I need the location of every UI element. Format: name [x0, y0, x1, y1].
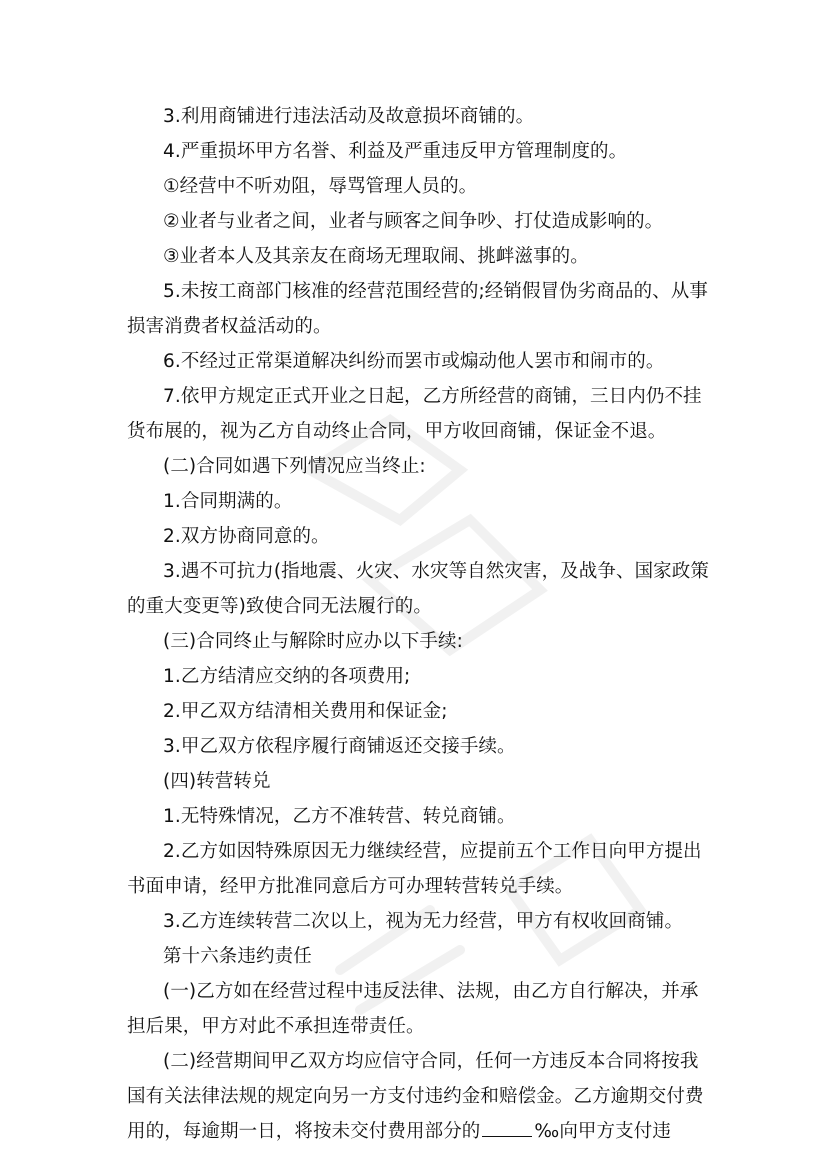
paragraph: ②业者与业者之间，业者与顾客之间争吵、打仗造成影响的。 — [163, 211, 664, 232]
fill-in-blank — [482, 1116, 532, 1137]
paragraph: (一)乙方如在经营过程中违反法律、法规，由乙方自行解决，并承担后果，甲方对此不承担连带责任。 — [127, 981, 699, 1037]
paragraph: 2.甲乙双方结清相关费用和保证金; — [163, 701, 448, 722]
paragraph: (四)转营转兑 — [163, 771, 271, 792]
paragraph: ③业者本人及其亲友在商场无理取闹、挑衅滋事的。 — [163, 246, 589, 267]
paragraph: 3.甲乙双方依程序履行商铺返还交接手续。 — [163, 736, 516, 757]
paragraph: 2.乙方如因特殊原因无力继续经营，应提前五个工作日向甲方提出书面申请，经甲方批准同意后方可办理转营转兑手续。 — [127, 841, 702, 897]
paragraph-with-blank — [127, 1044, 713, 1149]
paragraph: 5.未按工商部门核准的经营范围经营的;经销假冒伪劣商品的、从事损害消费者权益活动的。 — [127, 281, 708, 337]
paragraph: 1.乙方结清应交纳的各项费用; — [163, 666, 411, 687]
paragraph: ①经营中不听劝阻，辱骂管理人员的。 — [163, 176, 478, 197]
paragraph: 1.合同期满的。 — [163, 491, 293, 512]
paragraph: 1.无特殊情况，乙方不准转营、转兑商铺。 — [163, 806, 516, 827]
paragraph-tail: ‰向甲方支付违 — [534, 1121, 671, 1142]
paragraph: 3.乙方连续转营二次以上，视为无力经营，甲方有权收回商铺。 — [163, 911, 684, 932]
paragraph: 3.遇不可抗力(指地震、火灾、水灾等自然灾害，及战争、国家政策的重大变更等)致使合同无法履行的。 — [127, 561, 709, 617]
paragraph-text: (二)经营期间甲乙双方均应信守合同，任何一方违反本合同将按我国有关法律法规的规定向另一方支付违约金和赔偿金。乙方逾期交付费用的，每逾期一日，将按未交付费用部分的 — [127, 1051, 704, 1142]
paragraph: 4.严重损坏甲方名誉、利益及严重违反甲方管理制度的。 — [163, 141, 628, 162]
paragraph: 7.依甲方规定正式开业之日起，乙方所经营的商铺，三日内仍不挂货布展的，视为乙方自动终止合同，甲方收回商铺，保证金不退。 — [127, 386, 702, 442]
paragraph: (三)合同终止与解除时应办以下手续: — [163, 631, 463, 652]
paragraph: (二)合同如遇下列情况应当终止: — [163, 456, 426, 477]
paragraph: 3.利用商铺进行违法活动及故意损坏商铺的。 — [163, 106, 535, 127]
document-body — [127, 99, 713, 1149]
paragraph: 第十六条违约责任 — [163, 946, 312, 967]
paragraph: 2.双方协商同意的。 — [163, 526, 330, 547]
paragraph: 6.不经过正常渠道解决纠纷而罢市或煽动他人罢市和闹市的。 — [163, 351, 665, 372]
